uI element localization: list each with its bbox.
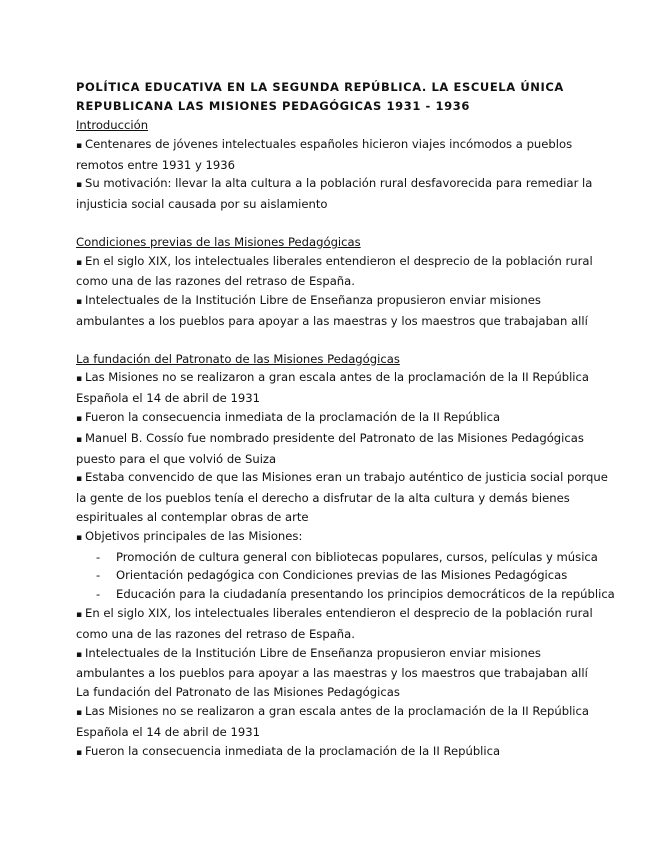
continuation-line: Española el 14 de abril de 1931	[76, 391, 260, 406]
dash-icon: -	[96, 549, 101, 564]
continuation-line: Española el 14 de abril de 1931	[76, 724, 260, 739]
bullet-line	[76, 702, 616, 723]
line-text: Las Misiones no se realizaron a gran escala antes de la proclamación de la II República	[85, 703, 589, 718]
bullet-line	[76, 468, 616, 489]
dash-icon: -	[96, 568, 101, 583]
bullet-line	[76, 368, 616, 389]
continuation-line: como una de las razones del retraso de España.	[76, 626, 355, 641]
continuation-line: como una de las razones del retraso de España.	[76, 274, 355, 289]
sub-item-text: Orientación pedagógica con Condiciones previas de las Misiones Pedagógicas	[116, 568, 568, 583]
line-text: Objetivos principales de las Misiones:	[85, 528, 303, 543]
sub-item	[76, 585, 616, 604]
document-page	[76, 78, 616, 762]
bullet-icon: ▪	[76, 747, 83, 758]
bullet-icon: ▪	[76, 257, 83, 268]
bullet-line	[76, 644, 616, 665]
sub-item-text: Educación para la ciudadanía presentando los principios democráticos de la república	[116, 587, 615, 602]
continuation-line: la gente de los pueblos tenía el derecho a disfrutar de la alta cultura y demás bienes	[76, 491, 570, 506]
line-text: En el siglo XIX, los intelectuales liberales entendieron el desprecio de la población rural	[85, 605, 593, 620]
bullet-line	[76, 174, 616, 195]
bullet-line	[76, 527, 616, 548]
line-text: Las Misiones no se realizaron a gran escala antes de la proclamación de la II República	[85, 370, 589, 385]
bullet-icon: ▪	[76, 532, 83, 543]
document-title-line-1: POLÍTICA EDUCATIVA EN LA SEGUNDA REPÚBLICA. LA ESCUELA ÚNICA	[76, 80, 564, 94]
bullet-icon: ▪	[76, 297, 83, 308]
line-text: Intelectuales de la Institución Libre de Enseñanza propusieron enviar misiones	[85, 645, 541, 660]
continuation-line: ambulantes a los pueblos para apoyar a las maestras y los maestros que trabajaban allí	[76, 313, 588, 328]
sub-item-text: Promoción de cultura general con bibliotecas populares, cursos, películas y música	[116, 549, 598, 564]
sub-item	[76, 548, 616, 567]
line-text: Intelectuales de la Institución Libre de Enseñanza propusieron enviar misiones	[85, 293, 541, 308]
spacer	[76, 331, 616, 350]
bullet-icon: ▪	[76, 707, 83, 718]
bullet-icon: ▪	[76, 474, 83, 485]
bullet-line	[76, 742, 616, 763]
bullet-line	[76, 408, 616, 429]
line-text: Manuel B. Cossío fue nombrado presidente del Patronato de las Misiones Pedagógicas	[85, 430, 584, 445]
sub-item	[76, 566, 616, 585]
document-title-line-2: REPUBLICANA LAS MISIONES PEDAGÓGICAS 1931 - 1936	[76, 99, 470, 113]
line-text: Fueron la consecuencia inmediata de la proclamación de la II República	[85, 743, 501, 758]
line-text: Centenares de jóvenes intelectuales españoles hicieron viajes incómodos a pueblos	[85, 136, 573, 151]
bullet-icon: ▪	[76, 140, 83, 151]
section-heading-condiciones-previas: Condiciones previas de las Misiones Pedagógicas	[76, 234, 361, 249]
dash-icon: -	[96, 587, 101, 602]
spacer	[76, 214, 616, 233]
bullet-icon: ▪	[76, 413, 83, 424]
continuation-line: puesto para el que volvió de Suiza	[76, 451, 277, 466]
continuation-line: injusticia social causada por su aislamiento	[76, 197, 328, 212]
bullet-icon: ▪	[76, 180, 83, 191]
bullet-line	[76, 135, 616, 156]
continuation-line: espirituales al contemplar obras de arte	[76, 509, 309, 524]
bullet-icon: ▪	[76, 434, 83, 445]
bullet-line	[76, 252, 616, 273]
section-heading-fundacion: La fundación del Patronato de las Misiones Pedagógicas	[76, 351, 400, 366]
bullet-icon: ▪	[76, 609, 83, 620]
bullet-line	[76, 291, 616, 312]
line-text: Su motivación: llevar la alta cultura a la población rural desfavorecida para remediar la	[85, 176, 593, 191]
bullet-icon: ▪	[76, 649, 83, 660]
continuation-line: remotos entre 1931 y 1936	[76, 157, 235, 172]
bullet-line	[76, 604, 616, 625]
line-text: Estaba convencido de que las Misiones eran un trabajo auténtico de justicia social porque	[85, 470, 608, 485]
section-heading-introduccion: Introducción	[76, 118, 149, 132]
bullet-icon: ▪	[76, 374, 83, 385]
bullet-line	[76, 429, 616, 450]
line-text: En el siglo XIX, los intelectuales liberales entendieron el desprecio de la población rural	[85, 253, 593, 268]
line-text: Fueron la consecuencia inmediata de la proclamación de la II República	[85, 409, 501, 424]
plain-line: La fundación del Patronato de las Misiones Pedagógicas	[76, 685, 400, 700]
continuation-line: ambulantes a los pueblos para apoyar a las maestras y los maestros que trabajaban allí	[76, 666, 588, 681]
